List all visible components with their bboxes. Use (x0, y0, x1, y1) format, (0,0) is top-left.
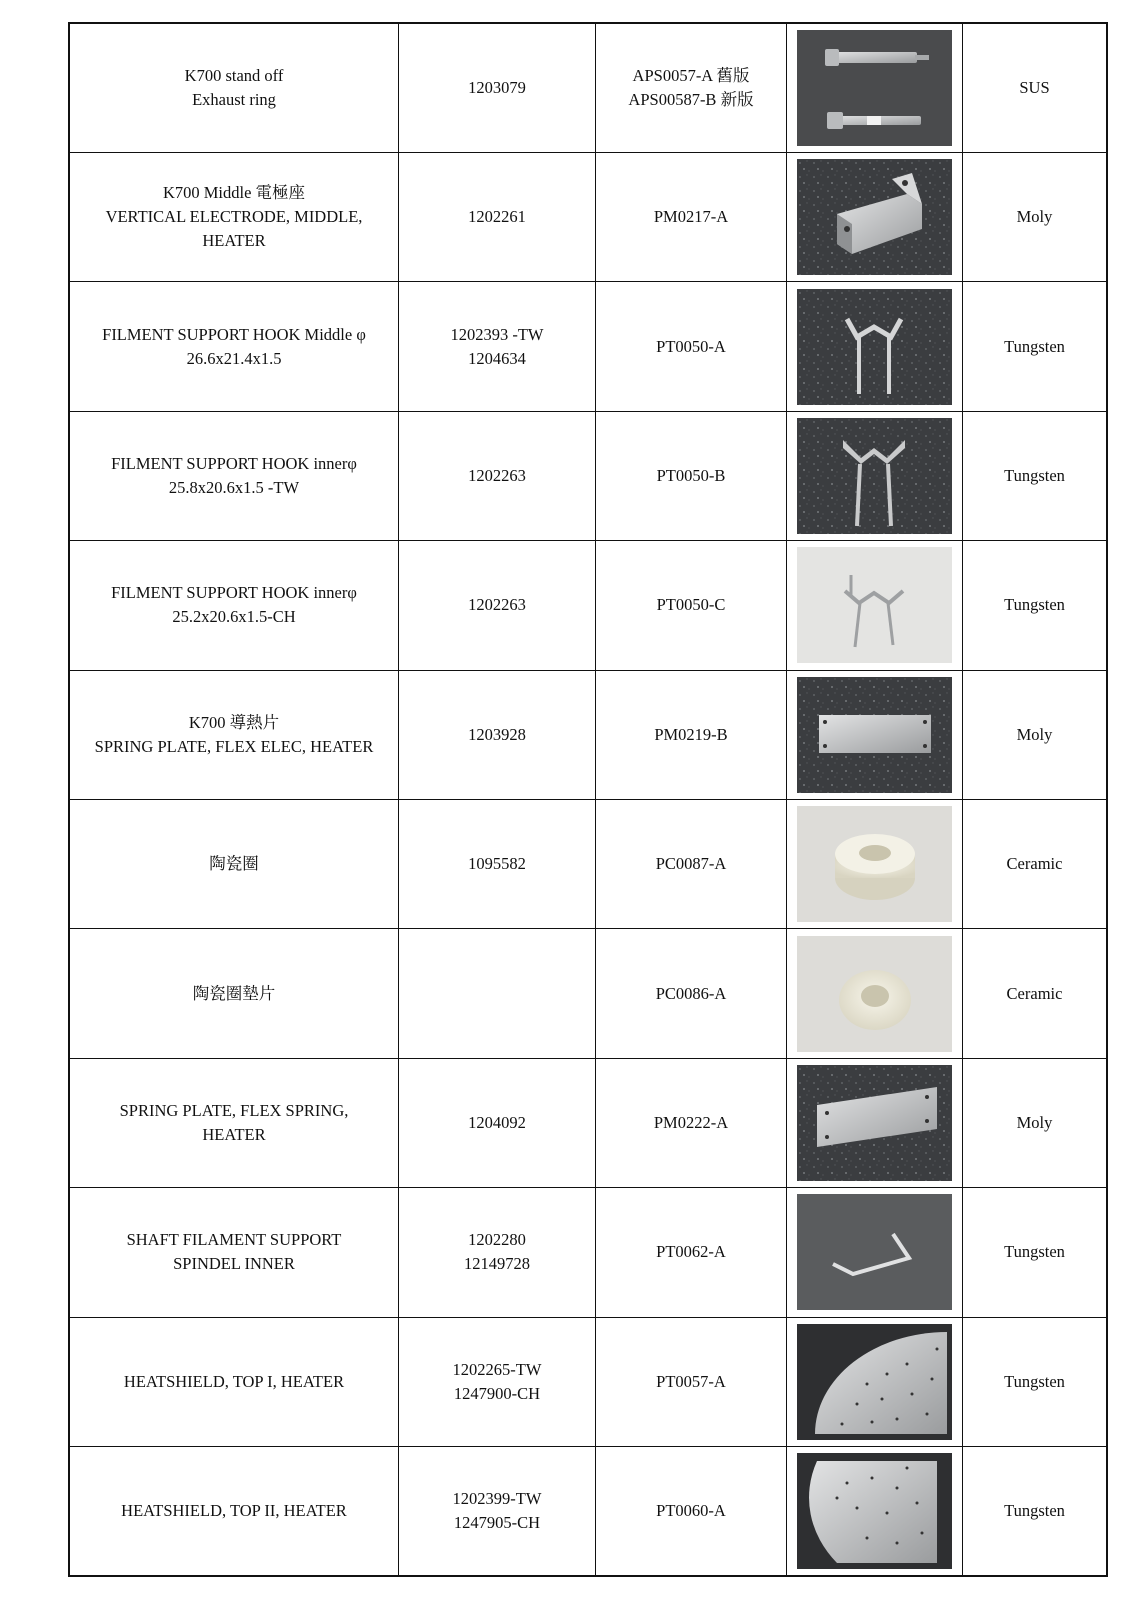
photo-cell (787, 282, 963, 411)
part-number: 1202399-TW 1247905-CH (452, 1489, 542, 1532)
part-name-cell (69, 282, 399, 411)
part-number: 1202265-TW 1247900-CH (452, 1359, 542, 1403)
material: Tungsten (1004, 465, 1065, 485)
part-number: 1203079 (468, 77, 526, 97)
part-name: SPRING PLATE, FLEX SPRING, HEATER (119, 1101, 349, 1144)
ceramic-ring-photo (797, 806, 952, 922)
table-row (69, 1317, 1107, 1446)
part-name: HEATSHIELD, TOP II, HEATER (121, 1501, 347, 1521)
part-name-cell (69, 1058, 399, 1187)
table-row (69, 152, 1107, 281)
bracket-photo (797, 159, 952, 275)
material: Tungsten (1004, 336, 1065, 356)
photo-cell (787, 1188, 963, 1317)
part-number-cell (399, 282, 596, 411)
part-number: 1202261 (468, 207, 526, 227)
material: Ceramic (1006, 983, 1063, 1003)
parts-table (68, 22, 1108, 1577)
part-number-cell (399, 929, 596, 1058)
material-cell (963, 1317, 1108, 1446)
material: Tungsten (1004, 595, 1065, 615)
part-number-cell (399, 411, 596, 540)
item-code-cell (596, 282, 787, 411)
part-number: 1202280 12149728 (464, 1230, 530, 1274)
part-name-cell (69, 1317, 399, 1446)
heatshield-ii-photo (797, 1453, 952, 1569)
hook-photo (797, 289, 952, 405)
part-name: K700 Middle 電極座 VERTICAL ELECTRODE, MIDDLE, HEATER (105, 183, 363, 251)
table-row (69, 799, 1107, 928)
table-row (69, 23, 1107, 152)
item-code: PT0050-C (656, 595, 726, 615)
part-name-cell (69, 799, 399, 928)
part-number: 1202393 -TW 1204634 (450, 324, 544, 368)
item-code: PT0050-B (656, 465, 726, 485)
shaft-photo (797, 1194, 952, 1310)
part-number-cell (399, 1446, 596, 1576)
photo-cell (787, 541, 963, 670)
material-cell (963, 1188, 1108, 1317)
item-code: PT0060-A (656, 1501, 726, 1521)
item-code-cell (596, 1188, 787, 1317)
photo-cell (787, 1058, 963, 1187)
table-row (69, 1188, 1107, 1317)
hook-photo (797, 418, 952, 534)
part-name-cell (69, 929, 399, 1058)
part-name-cell (69, 152, 399, 281)
photo-cell (787, 799, 963, 928)
material-cell (963, 23, 1108, 152)
material: SUS (1019, 77, 1050, 97)
material-cell (963, 929, 1108, 1058)
item-code: PT0057-A (656, 1371, 726, 1391)
part-number-cell (399, 799, 596, 928)
part-name: K700 stand off Exhaust ring (184, 66, 284, 109)
item-code-cell (596, 670, 787, 799)
item-code: APS0057-A 舊版 APS00587-B 新版 (628, 66, 754, 109)
material-cell (963, 411, 1108, 540)
item-code: PM0222-A (653, 1112, 729, 1132)
photo-cell (787, 152, 963, 281)
plate-photo (797, 677, 952, 793)
item-code-cell (596, 799, 787, 928)
item-code: PM0217-A (653, 207, 729, 227)
part-number: 1095582 (468, 854, 526, 874)
part-name-cell (69, 23, 399, 152)
table-row (69, 411, 1107, 540)
item-code-cell (596, 1317, 787, 1446)
item-code: PT0062-A (656, 1242, 726, 1262)
part-name: FILMENT SUPPORT HOOK innerφ 25.8x20.6x1.5 -TW (111, 454, 357, 497)
part-name-cell (69, 670, 399, 799)
material: Tungsten (1004, 1501, 1065, 1521)
material-cell (963, 282, 1108, 411)
heatshield-photo (797, 1324, 952, 1440)
material: Tungsten (1004, 1242, 1065, 1262)
part-number-cell (399, 1317, 596, 1446)
item-code: PT0050-A (656, 336, 726, 356)
material: Moly (1016, 724, 1053, 744)
photo-cell (787, 411, 963, 540)
item-code: PC0087-A (655, 854, 727, 874)
standoff-pins-photo (797, 30, 952, 146)
item-code-cell (596, 929, 787, 1058)
part-name: K700 導熱片 SPRING PLATE, FLEX ELEC, HEATER (94, 712, 374, 756)
part-number-cell (399, 1058, 596, 1187)
material-cell (963, 799, 1108, 928)
part-name-cell (69, 1188, 399, 1317)
part-number: 1204092 (468, 1112, 526, 1132)
material: Ceramic (1006, 854, 1063, 874)
material-cell (963, 541, 1108, 670)
photo-cell (787, 929, 963, 1058)
table-row (69, 670, 1107, 799)
item-code-cell (596, 23, 787, 152)
part-number-cell (399, 541, 596, 670)
table-row (69, 1446, 1107, 1576)
ceramic-washer-photo (797, 936, 952, 1052)
item-code: PC0086-A (655, 983, 727, 1003)
hook-light-photo (797, 547, 952, 663)
item-code-cell (596, 152, 787, 281)
part-number: 1203928 (468, 724, 526, 744)
material-cell (963, 1058, 1108, 1187)
material: Moly (1016, 1112, 1053, 1132)
table-row (69, 1058, 1107, 1187)
item-code: PM0219-B (654, 724, 728, 744)
item-code-cell (596, 411, 787, 540)
part-name: HEATSHIELD, TOP I, HEATER (123, 1371, 345, 1391)
part-name: 陶瓷圈 (209, 854, 259, 874)
photo-cell (787, 670, 963, 799)
material: Tungsten (1004, 1371, 1065, 1391)
plate-wide-photo (797, 1065, 952, 1181)
part-name: FILMENT SUPPORT HOOK innerφ 25.2x20.6x1.5-CH (111, 583, 357, 627)
part-number-cell (399, 670, 596, 799)
material-cell (963, 670, 1108, 799)
part-name: FILMENT SUPPORT HOOK Middle φ 26.6x21.4x1.5 (102, 324, 366, 368)
part-name: SHAFT FILAMENT SUPPORT SPINDEL INNER (126, 1230, 342, 1274)
part-name-cell (69, 1446, 399, 1576)
material-cell (963, 152, 1108, 281)
item-code-cell (596, 1058, 787, 1187)
part-name-cell (69, 541, 399, 670)
table-row (69, 282, 1107, 411)
item-code-cell (596, 541, 787, 670)
item-code-cell (596, 1446, 787, 1576)
photo-cell (787, 1446, 963, 1576)
part-number-cell (399, 23, 596, 152)
material-cell (963, 1446, 1108, 1576)
material: Moly (1016, 207, 1053, 227)
part-number-cell (399, 152, 596, 281)
part-name-cell (69, 411, 399, 540)
photo-cell (787, 1317, 963, 1446)
table-row (69, 541, 1107, 670)
part-name: 陶瓷圈墊片 (192, 983, 276, 1003)
part-number-cell (399, 1188, 596, 1317)
table-row (69, 929, 1107, 1058)
part-number: 1202263 (468, 465, 526, 485)
photo-cell (787, 23, 963, 152)
part-number: 1202263 (468, 595, 526, 615)
